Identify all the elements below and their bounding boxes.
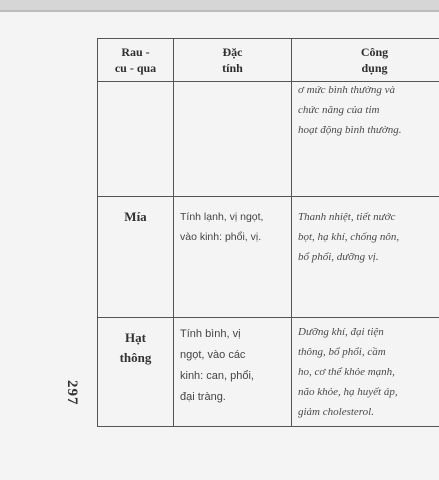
scan-top-edge	[0, 10, 439, 12]
header-text: tính	[222, 61, 243, 75]
cell-properties	[174, 197, 292, 318]
cell-uses	[292, 318, 439, 427]
header-vegetable-fruit	[98, 39, 174, 82]
text-line: đại tràng.	[180, 391, 226, 403]
text-line: ho, cơ thể khỏe mạnh,	[298, 366, 395, 378]
uses-text	[292, 80, 439, 140]
text-line: thông	[119, 350, 152, 365]
header-text: Công	[360, 45, 389, 59]
text-line: Tính lạnh, vị ngọt,	[180, 211, 264, 223]
cell-name	[98, 197, 174, 318]
item-name: Mía	[124, 209, 147, 224]
text-line: Hạt	[125, 330, 146, 345]
cell-uses	[292, 82, 439, 197]
cell-uses	[292, 197, 439, 318]
header-properties	[174, 39, 292, 82]
properties-text	[174, 318, 291, 408]
text-line: Thanh nhiệt, tiết nước	[298, 211, 396, 223]
text-line: giảm cholesterol.	[298, 406, 374, 418]
header-text: Đặc	[222, 45, 243, 59]
text-line: vào kinh: phổi, vị.	[180, 231, 262, 243]
text-line: bọt, hạ khí, chống nôn,	[298, 231, 400, 243]
item-name	[98, 318, 173, 368]
header-text: Rau -	[121, 45, 150, 59]
cell-name	[98, 318, 174, 427]
herb-table	[97, 38, 439, 427]
table-row	[98, 82, 439, 197]
header-text: cu - qua	[114, 61, 157, 75]
properties-text	[174, 197, 291, 247]
text-line: thông, bổ phổi, cầm	[298, 346, 386, 358]
page-number: 297	[64, 380, 80, 406]
uses-text	[292, 318, 439, 422]
cell-properties	[174, 82, 292, 197]
text-line: hoạt động bình thường.	[298, 124, 402, 136]
text-line: ơ mức bình thường và	[298, 84, 396, 96]
table-row	[98, 318, 439, 427]
text-line: Tính bình, vị	[180, 328, 241, 340]
table-container	[97, 38, 439, 428]
text-line: chức năng của tim	[298, 104, 380, 116]
header-text: dụng	[361, 61, 388, 75]
scan-top-margin	[0, 0, 439, 10]
text-line: ngọt, vào các	[180, 349, 246, 361]
cell-name	[98, 82, 174, 197]
text-line: bổ phổi, dưỡng vị.	[298, 251, 379, 263]
header-uses	[292, 39, 439, 82]
text-line: kinh: can, phổi,	[180, 370, 254, 382]
cell-properties	[174, 318, 292, 427]
table-header-row	[98, 39, 439, 82]
text-line: Dưỡng khí, đại tiện	[298, 326, 384, 338]
table-row	[98, 197, 439, 318]
uses-text	[292, 197, 439, 267]
text-line: não khỏe, hạ huyết áp,	[298, 386, 398, 398]
